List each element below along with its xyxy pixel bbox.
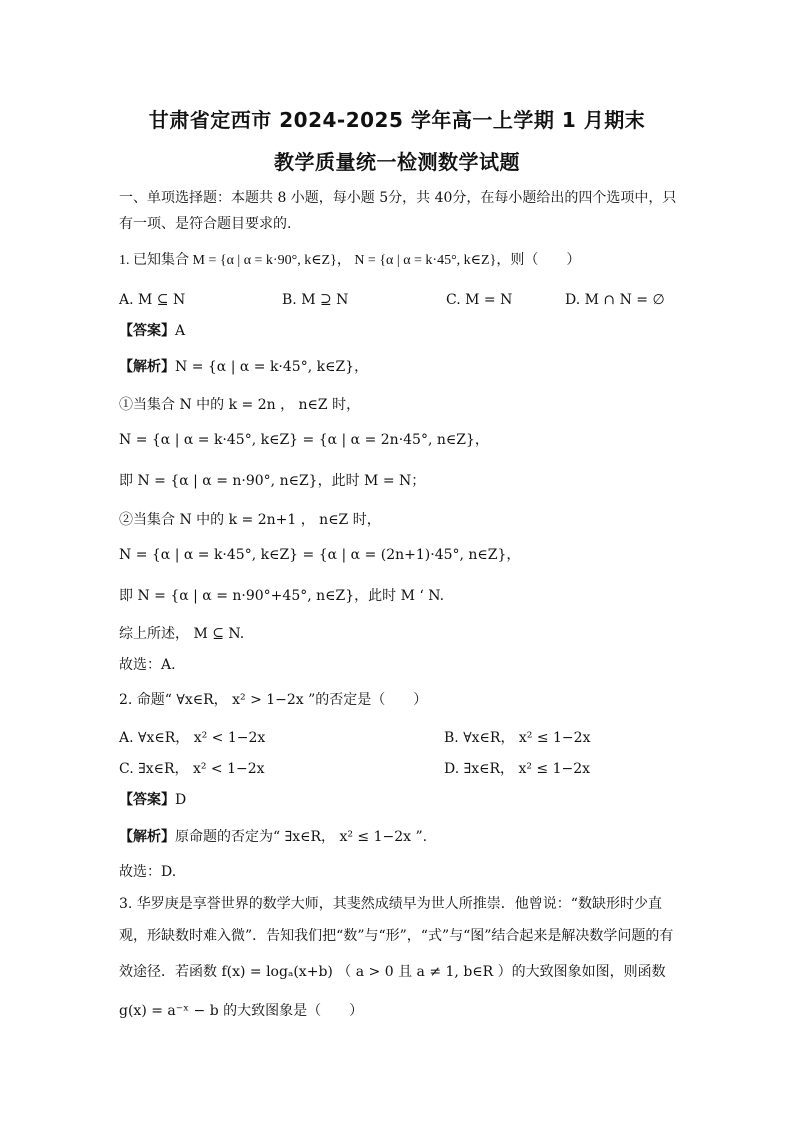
answer-value: D [175,792,187,808]
section-intro-line1: 一、单项选择题：本题共 8 小题，每小题 5分，共 40分，在每小题给出的四个选项中，只 [119,190,677,206]
question-1-analysis-line-1 [119,357,684,377]
question-1-analysis-line-5: ②当集合 N 中的 k = 2n+1 ， n∈Z 时， [119,512,381,528]
question-3-line-1: 3. 华罗庚是享誉世界的数学大师，其斐然成绩早为世人所推崇．他曾说：“数缺形时少直 [119,896,662,912]
analysis-text: N = {α | α = k·45°, k∈Z}， [175,359,369,375]
question-2-analysis [119,827,684,847]
question-1-analysis-line-8: 综上所述， M ⊆ N. [119,626,245,642]
question-3-line-4: g(x) = a⁻ˣ − b 的大致图象是（ ） [119,1003,364,1019]
question-1-option-b: B. M ⊇ N [282,292,349,308]
question-1-analysis-line-4: 即 N = {α | α = n·90°, n∈Z}，此时 M = N； [119,473,426,489]
question-2-stem: 2. 命题“ ∀x∈R， x² > 1−2x ”的否定是（ ） [119,692,428,708]
question-2-option-a: A. ∀x∈R， x² < 1−2x [119,730,266,746]
question-2-option-c: C. ∃x∈R， x² < 1−2x [119,761,265,777]
analysis-text: 原命题的否定为“ ∃x∈R， x² ≤ 1−2x ”. [175,829,428,845]
section-intro-line2: 有一项、是符合题目要求的. [119,216,292,232]
analysis-label: 【解析】 [119,359,175,375]
question-3-line-3: 效途径．若函数 f(x) = logₐ(x+b) （ a > 0 且 a ≠ 1, b∈R ）的大致图象如图，则函数 [119,964,666,980]
question-1-answer [119,321,684,341]
question-3-line-2: 观，形缺数时难入微”．告知我们把“数”与“形”，“式”与“图”结合起来是解决数学问题的有 [119,928,674,944]
question-1-analysis-line-3: N = {α | α = k·45°, k∈Z} = {α | α = 2n·45°, n∈Z}， [119,432,489,448]
question-1-option-a: A. M ⊆ N [119,292,186,308]
question-1-conclusion: 故选：A. [119,657,176,673]
answer-label: 【答案】 [119,323,175,339]
question-2-conclusion: 故选：D. [119,864,177,880]
question-1-stem: 1. 已知集合 M = {α | α = k·90°, k∈Z}， N = {α | α = k·45°, k∈Z}，则（ ） [119,253,581,268]
analysis-label: 【解析】 [119,829,175,845]
answer-label: 【答案】 [119,792,175,808]
document-title-line1: 甘肃省定西市 2024-2025 学年高一上学期 1 月期末 [148,108,646,132]
question-2-answer [119,790,684,810]
question-2-option-b: B. ∀x∈R， x² ≤ 1−2x [444,730,591,746]
question-1-analysis-line-6: N = {α | α = k·45°, k∈Z} = {α | α = (2n+1)·45°, n∈Z}， [119,547,521,563]
question-1-analysis-line-2: ①当集合 N 中的 k = 2n ， n∈Z 时， [119,397,361,413]
document-title-line2: 教学质量统一检测数学试题 [274,150,520,174]
answer-value: A [175,323,186,339]
question-2-option-d: D. ∃x∈R， x² ≤ 1−2x [444,761,591,777]
question-1-option-c: C. M = N [446,292,513,308]
question-1-option-d: D. M ∩ N = ∅ [565,292,665,308]
question-1-analysis-line-7: 即 N = {α | α = n·90°+45°, n∈Z}，此时 M ʻ N. [119,588,445,604]
